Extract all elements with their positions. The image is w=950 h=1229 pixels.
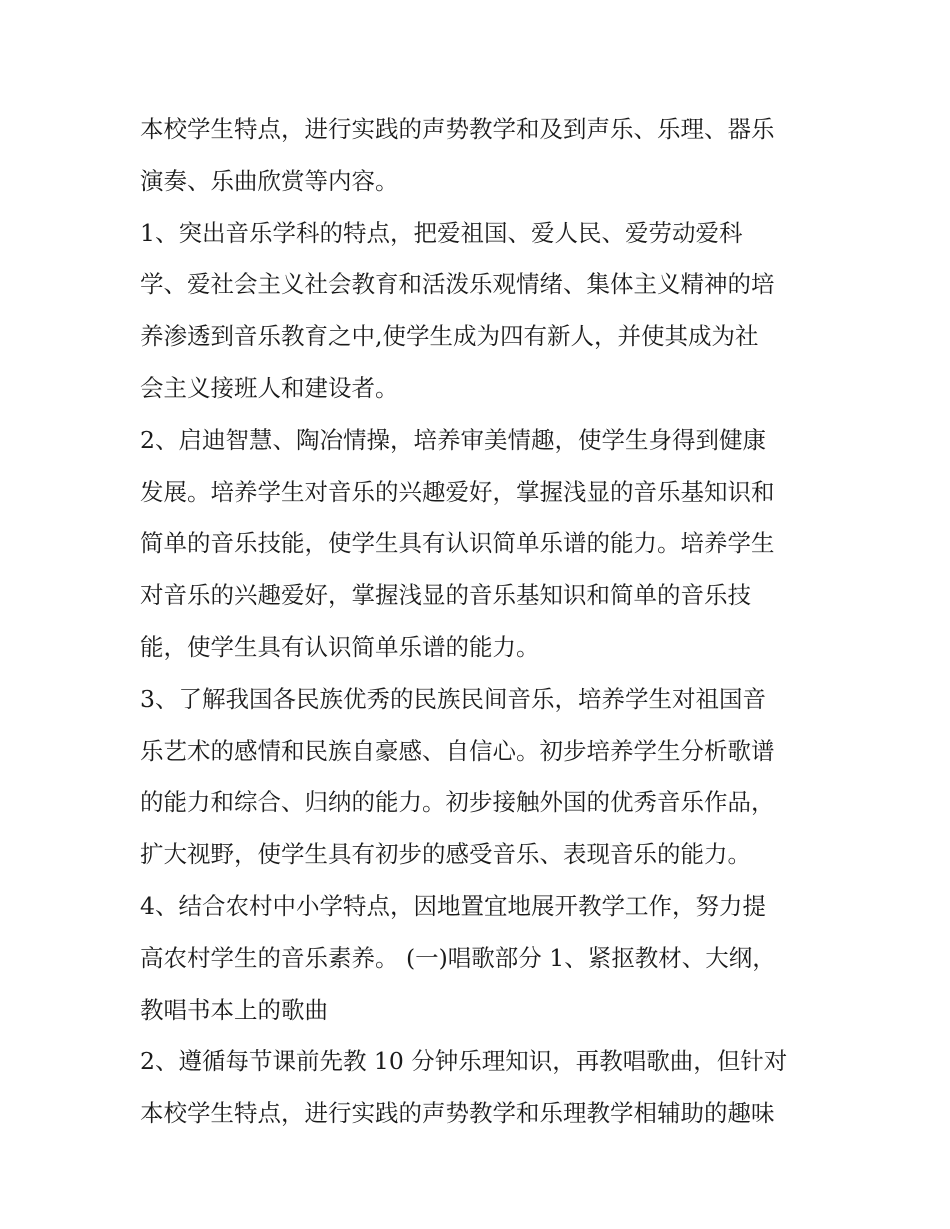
- text-line-7: 2、启迪智慧、陶冶情操，培养审美情趣，使学生身得到健康: [140, 425, 766, 454]
- text-line-1: 本校学生特点，进行实践的声势教学和及到声乐、乐理、器乐: [140, 115, 775, 143]
- text-line-20: 本校学生特点，进行实践的声势教学和乐理教学相辅助的趣味: [140, 1099, 775, 1128]
- text-line-6: 会主义接班人和建设者。: [140, 373, 399, 402]
- text-line-19: 2、遵循每节课前先教 10 分钟乐理知识，再教唱歌曲，但针对: [140, 1047, 788, 1076]
- document-body: [140, 104, 820, 1140]
- text-line-9: 简单的音乐技能，使学生具有认识简单乐谱的能力。培养学生: [140, 529, 775, 558]
- text-line-8: 发展。培养学生对音乐的兴趣爱好，掌握浅显的音乐基知识和: [140, 477, 775, 506]
- text-line-16: 4、结合农村中小学特点，因地置宜地展开教学工作，努力提: [140, 891, 766, 920]
- text-line-15: 扩大视野，使学生具有初步的感受音乐、表现音乐的能力。: [140, 840, 751, 869]
- text-line-2: 演奏、乐曲欣赏等内容。: [140, 166, 399, 195]
- text-line-12: 3、了解我国各民族优秀的民族民间音乐，培养学生对祖国音: [140, 684, 766, 713]
- text-line-11: 能，使学生具有认识简单乐谱的能力。: [140, 632, 540, 661]
- text-line-17: 高农村学生的音乐素养。 (一)唱歌部分 1、紧抠教材、大纲，: [140, 943, 776, 972]
- text-line-4: 学、爱社会主义社会教育和活泼乐观情绪、集体主义精神的培: [140, 270, 775, 299]
- text-line-13: 乐艺术的感情和民族自豪感、自信心。初步培养学生分析歌谱: [140, 736, 775, 765]
- text-line-10: 对音乐的兴趣爱好，掌握浅显的音乐基知识和简单的音乐技: [140, 581, 751, 610]
- text-line-5: 养渗透到音乐教育之中,使学生成为四有新人，并使其成为社: [140, 322, 759, 351]
- text-line-14: 的能力和综合、归纳的能力。初步接触外国的优秀音乐作品，: [140, 788, 775, 817]
- text-line-18: 教唱书本上的歌曲: [140, 995, 328, 1024]
- text-line-3: 1、突出音乐学科的特点，把爱祖国、爱人民、爱劳动爱科: [140, 218, 743, 247]
